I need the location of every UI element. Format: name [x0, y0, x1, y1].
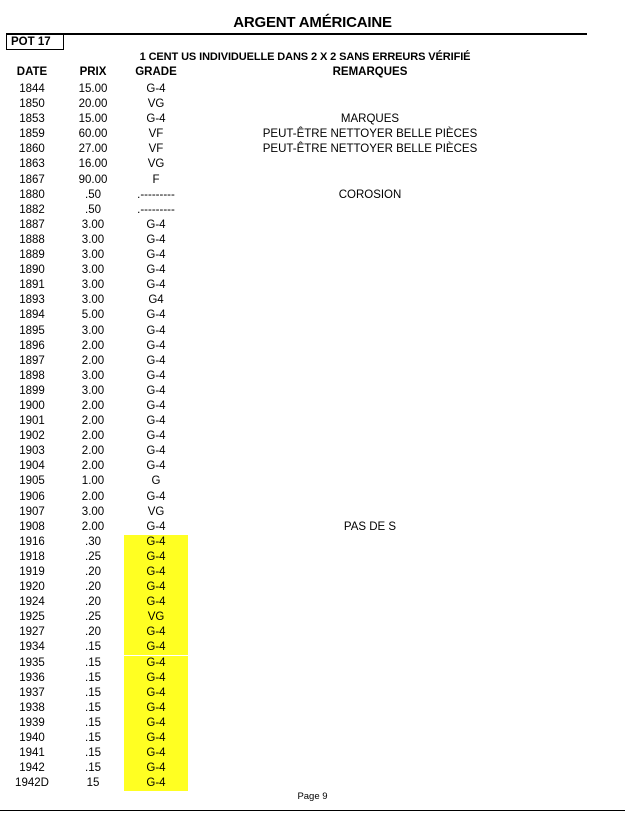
date-cell: 1894 [19, 309, 45, 322]
date-cell: 1924 [19, 596, 45, 609]
grade-cell: G-4 [146, 384, 166, 397]
date-cell: 1860 [19, 143, 45, 156]
date-cell: 1905 [19, 475, 45, 488]
price-cell: .50 [85, 188, 101, 201]
grade-cell: G-4 [146, 113, 166, 126]
grade-cell: G-4 [124, 580, 188, 595]
grade-cell: VG [147, 158, 165, 171]
grade-cell: G-4 [146, 324, 166, 337]
table-row [0, 459, 625, 474]
table-row [0, 308, 625, 323]
date-cell: 1898 [19, 369, 45, 382]
table-row [0, 248, 625, 263]
table-row [0, 474, 625, 489]
date-cell: 1903 [19, 445, 45, 458]
column-header-remarques: REMARQUES [332, 66, 408, 78]
price-cell: 2.00 [81, 445, 105, 458]
grade-cell: VF [148, 143, 164, 156]
page-number: Page 9 [297, 791, 328, 802]
grade-cell: G-4 [124, 656, 188, 671]
table-row [0, 354, 625, 369]
date-cell: 1844 [19, 83, 45, 95]
date-cell: 1850 [19, 98, 45, 111]
grade-cell: G4 [148, 294, 164, 307]
table-row [0, 731, 625, 746]
grade-cell: G-4 [146, 430, 166, 443]
table-row [0, 142, 625, 157]
table-row [0, 625, 625, 640]
price-cell: 3.00 [81, 279, 105, 292]
price-cell: .15 [85, 701, 101, 714]
column-header-date: DATE [16, 66, 48, 78]
table-row [0, 520, 625, 535]
grade-cell: G-4 [146, 264, 166, 277]
price-cell: 2.00 [81, 399, 105, 412]
table-row [0, 550, 625, 565]
date-cell: 1880 [19, 188, 45, 201]
price-cell: 1.00 [81, 475, 105, 488]
date-cell: 1904 [19, 460, 45, 473]
price-cell: 3.00 [81, 505, 105, 518]
price-cell: 3.00 [81, 369, 105, 382]
table-row [0, 761, 625, 776]
table-row [0, 505, 625, 520]
table-row [0, 324, 625, 339]
price-cell: .20 [85, 581, 101, 594]
grade-cell: G-4 [146, 415, 166, 428]
price-cell: .15 [85, 716, 101, 729]
date-cell: 1900 [19, 399, 45, 412]
table-row [0, 82, 625, 97]
date-cell: 1941 [19, 747, 45, 760]
date-cell: 1925 [19, 611, 45, 624]
grade-cell: VG [147, 505, 165, 518]
price-cell: 2.00 [81, 415, 105, 428]
table-row [0, 429, 625, 444]
grade-cell: G-4 [146, 520, 166, 533]
date-cell: 1908 [19, 520, 45, 533]
date-cell: 1882 [19, 203, 45, 216]
table-row [0, 218, 625, 233]
date-cell: 1942D [15, 777, 49, 790]
column-header-grade: GRADE [135, 66, 177, 78]
date-cell: 1895 [19, 324, 45, 337]
table-row [0, 173, 625, 188]
grade-cell: VG [147, 98, 165, 111]
price-cell: 90.00 [78, 173, 108, 186]
price-cell: 15 [86, 777, 100, 790]
price-cell: 60.00 [78, 128, 108, 141]
date-cell: 1927 [19, 626, 45, 639]
grade-cell: G-4 [124, 595, 188, 610]
date-cell: 1897 [19, 354, 45, 367]
remark-cell: PAS DE S [343, 520, 397, 533]
table-row [0, 746, 625, 761]
price-cell: .15 [85, 686, 101, 699]
date-cell: 1940 [19, 732, 45, 745]
price-cell: 20.00 [78, 98, 108, 111]
grade-cell: G-4 [146, 445, 166, 458]
grade-cell: G-4 [146, 83, 166, 95]
grade-cell: F [152, 173, 160, 186]
grade-cell: G-4 [146, 399, 166, 412]
table-row [0, 233, 625, 248]
table-row [0, 595, 625, 610]
price-cell: .25 [85, 550, 101, 563]
grade-cell: G-4 [146, 218, 166, 231]
table-row [0, 610, 625, 625]
date-cell: 1863 [19, 158, 45, 171]
date-cell: 1901 [19, 415, 45, 428]
price-cell: 3.00 [81, 324, 105, 337]
price-cell: 16.00 [78, 158, 108, 171]
grade-cell: G-4 [124, 686, 188, 701]
price-cell: .50 [85, 203, 101, 216]
table-row [0, 535, 625, 550]
grade-cell: G-4 [124, 701, 188, 716]
table-row [0, 701, 625, 716]
table-row [0, 686, 625, 701]
grade-cell: G-4 [146, 309, 166, 322]
date-cell: 1902 [19, 430, 45, 443]
table-row [0, 112, 625, 127]
price-cell: 2.00 [81, 520, 105, 533]
grade-cell: G-4 [146, 490, 166, 503]
grade-cell: G-4 [124, 746, 188, 761]
price-cell: 3.00 [81, 218, 105, 231]
column-header-prix: PRIX [79, 66, 107, 78]
grade-cell: G-4 [146, 354, 166, 367]
grade-cell: G-4 [146, 279, 166, 292]
table-row [0, 127, 625, 142]
price-cell: 3.00 [81, 233, 105, 246]
price-cell: .15 [85, 671, 101, 684]
grade-cell: .--------- [137, 203, 175, 216]
table-row [0, 414, 625, 429]
grade-cell: .--------- [137, 188, 175, 201]
table-row [0, 188, 625, 203]
price-cell: 27.00 [78, 143, 108, 156]
table-row [0, 640, 625, 655]
document-subtitle: 1 CENT US INDIVIDUELLE DANS 2 X 2 SANS ERREURS VÉRIFIÉ [139, 51, 471, 63]
price-cell: 3.00 [81, 294, 105, 307]
date-cell: 1867 [19, 173, 45, 186]
grade-cell: VG [124, 610, 188, 625]
price-cell: .15 [85, 762, 101, 775]
price-cell: .15 [85, 747, 101, 760]
grade-cell: G-4 [146, 249, 166, 262]
table-row [0, 293, 625, 308]
date-cell: 1920 [19, 581, 45, 594]
price-cell: 2.00 [81, 339, 105, 352]
price-cell: 2.00 [81, 430, 105, 443]
table-row [0, 656, 625, 671]
document-title: ARGENT AMÉRICAINE [233, 14, 392, 31]
date-cell: 1906 [19, 490, 45, 503]
date-cell: 1859 [19, 128, 45, 141]
price-cell: 2.00 [81, 490, 105, 503]
table-row [0, 565, 625, 580]
table-row [0, 384, 625, 399]
price-cell: 3.00 [81, 384, 105, 397]
table-row [0, 399, 625, 414]
date-cell: 1853 [19, 113, 45, 126]
price-cell: .15 [85, 656, 101, 669]
remark-cell: COROSION [338, 188, 402, 201]
table-row [0, 444, 625, 459]
grade-cell: VF [148, 128, 164, 141]
price-cell: 2.00 [81, 354, 105, 367]
grade-cell: G-4 [124, 731, 188, 746]
table-row [0, 339, 625, 354]
price-cell: .20 [85, 626, 101, 639]
price-cell: 5.00 [81, 309, 105, 322]
date-cell: 1889 [19, 249, 45, 262]
price-cell: 15.00 [78, 83, 108, 95]
table-row [0, 490, 625, 505]
grade-cell: G-4 [124, 671, 188, 686]
price-cell: .30 [85, 535, 101, 548]
price-cell: 2.00 [81, 460, 105, 473]
price-cell: .15 [85, 732, 101, 745]
table-row [0, 278, 625, 293]
price-cell: 15.00 [78, 113, 108, 126]
grade-cell: G-4 [124, 565, 188, 580]
grade-cell: G [151, 475, 161, 488]
remark-cell: MARQUES [340, 113, 400, 126]
grade-cell: G-4 [124, 716, 188, 731]
grade-cell: G-4 [124, 761, 188, 776]
date-cell: 1934 [19, 641, 45, 654]
date-cell: 1935 [19, 656, 45, 669]
coin-table [0, 82, 625, 791]
date-cell: 1918 [19, 550, 45, 563]
title-underline [6, 33, 587, 35]
pot-label: POT 17 [6, 34, 64, 50]
grade-cell: G-4 [124, 535, 188, 550]
remark-cell: PEUT-ÊTRE NETTOYER BELLE PIÈCES [262, 128, 478, 141]
date-cell: 1936 [19, 671, 45, 684]
price-cell: .20 [85, 596, 101, 609]
date-cell: 1939 [19, 716, 45, 729]
date-cell: 1893 [19, 294, 45, 307]
table-row [0, 263, 625, 278]
remark-cell: PEUT-ÊTRE NETTOYER BELLE PIÈCES [262, 143, 478, 156]
date-cell: 1937 [19, 686, 45, 699]
date-cell: 1887 [19, 218, 45, 231]
price-cell: .25 [85, 611, 101, 624]
table-row [0, 776, 625, 791]
grade-cell: G-4 [146, 460, 166, 473]
date-cell: 1891 [19, 279, 45, 292]
grade-cell: G-4 [124, 640, 188, 655]
date-cell: 1896 [19, 339, 45, 352]
date-cell: 1907 [19, 505, 45, 518]
grade-cell: G-4 [124, 776, 188, 791]
price-cell: 3.00 [81, 264, 105, 277]
table-row [0, 580, 625, 595]
price-cell: .15 [85, 641, 101, 654]
date-cell: 1938 [19, 701, 45, 714]
date-cell: 1942 [19, 762, 45, 775]
table-row [0, 716, 625, 731]
table-row [0, 157, 625, 172]
grade-cell: G-4 [124, 550, 188, 565]
table-row [0, 97, 625, 112]
price-cell: 3.00 [81, 249, 105, 262]
date-cell: 1919 [19, 566, 45, 578]
footer-rule [0, 810, 625, 811]
table-row [0, 203, 625, 218]
grade-cell: G-4 [146, 339, 166, 352]
date-cell: 1916 [19, 535, 45, 548]
table-row [0, 671, 625, 686]
grade-cell: G-4 [124, 625, 188, 640]
grade-cell: G-4 [146, 233, 166, 246]
date-cell: 1888 [19, 233, 45, 246]
date-cell: 1899 [19, 384, 45, 397]
date-cell: 1890 [19, 264, 45, 277]
grade-cell: G-4 [146, 369, 166, 382]
table-row [0, 369, 625, 384]
price-cell: .20 [85, 566, 101, 578]
